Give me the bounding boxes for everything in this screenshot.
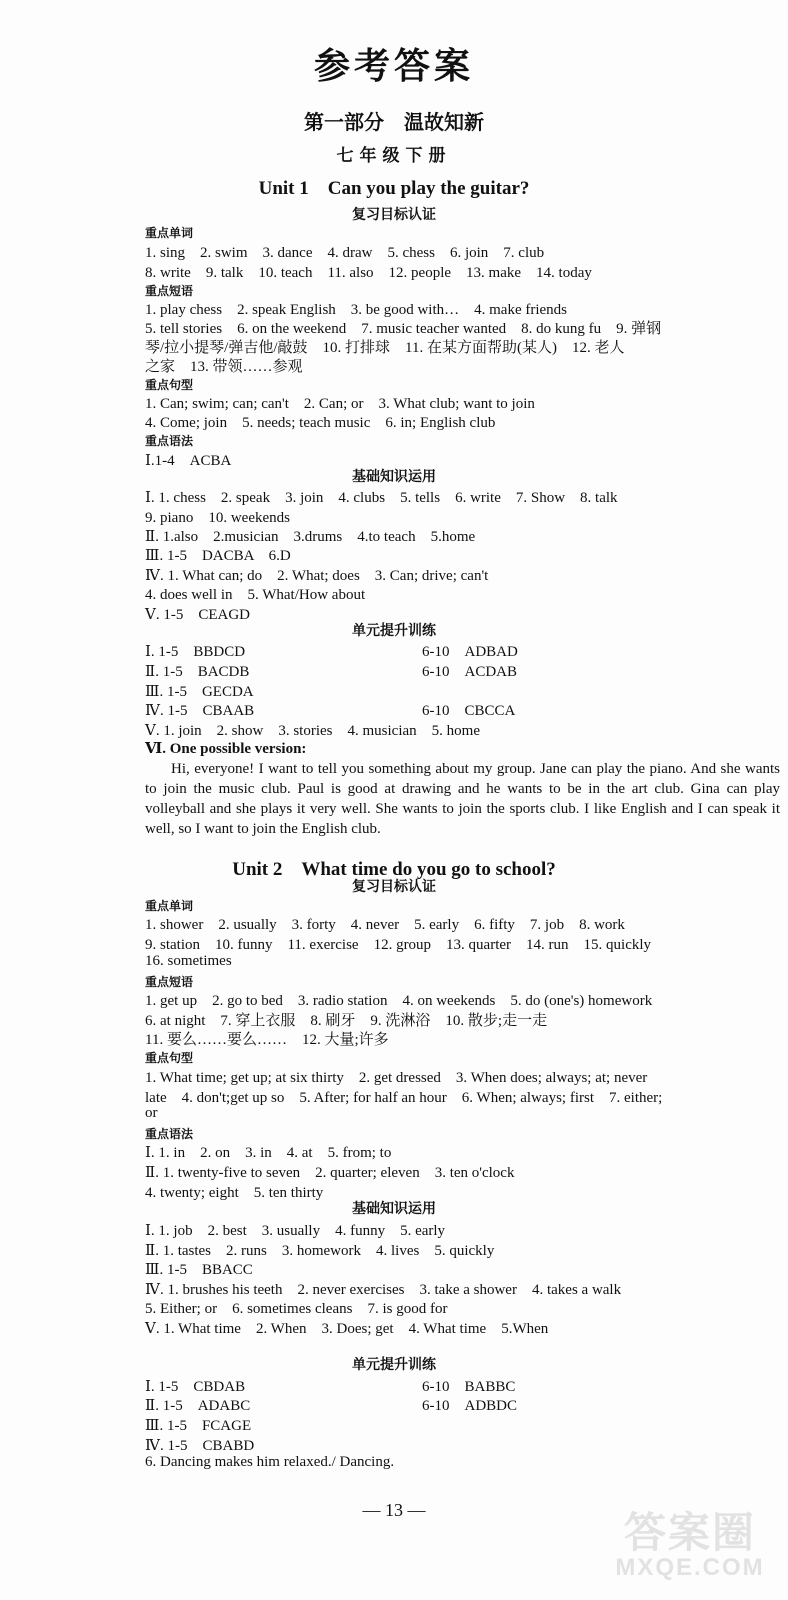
page-number: — 13 — [362,1500,426,1520]
unit1-training-6: Ⅵ. One possible version: [145,741,307,757]
unit1-training-2a: Ⅱ. 1-5 BACDB [145,664,250,680]
unit1-training-3a: Ⅲ. 1-5 GECDA [145,684,254,700]
unit1-key-words-heading: 重点单词 [145,226,194,240]
unit2-sentences-line1: 1. What time; get up; at six thirty 2. get dressed 3. When does; always; at; never [145,1070,648,1086]
unit2-words-line1: 1. shower 2. usually 3. forty 4. never 5. early 6. fifty 7. job 8. work [145,917,625,933]
unit1-basic-line4: Ⅲ. 1-5 DACBA 6.D [145,548,291,564]
unit1-basic-line5: Ⅳ. 1. What can; do 2. What; does 3. Can; drive; can't [145,568,489,584]
unit2-training-heading: 单元提升训练 [352,1357,436,1373]
unit2-basic-heading: 基础知识运用 [352,1201,436,1217]
unit1-key-grammar-heading: 重点语法 [145,434,194,448]
unit1-training-5: Ⅴ. 1. join 2. show 3. stories 4. musician 5. home [145,723,480,739]
unit1-words-line2: 8. write 9. talk 10. teach 11. also 12. people 13. make 14. today [145,265,592,281]
unit1-essay: Hi, everyone! I want to tell you something about my group. Jane can play the piano. And she wants to join the music club. Paul is good at drawing and he wants to be in the art club. Gina can play volleyball and she plays it very well. She wants to join the sports club. I like English and I can speak it well, so I want to join the English club. [145,761,780,837]
unit2-grammar-line3: 4. twenty; eight 5. ten thirty [145,1185,324,1201]
unit1-training-heading: 单元提升训练 [352,623,436,639]
unit2-training-5: 6. Dancing makes him relaxed./ Dancing. [145,1454,395,1470]
unit2-review-heading: 复习目标认证 [352,879,436,895]
unit1-basic-line6: 4. does well in 5. What/How about [145,587,366,603]
unit2-sentences-line3: or [145,1105,158,1121]
unit1-sentences-line2: 4. Come; join 5. needs; teach music 6. in; English club [145,415,496,431]
unit2-basic-line5: 5. Either; or 6. sometimes cleans 7. is good for [145,1301,448,1317]
unit1-basic-heading: 基础知识运用 [352,469,436,485]
unit1-key-phrases-heading: 重点短语 [145,284,194,298]
unit2-words-line2: 9. station 10. funny 11. exercise 12. group 13. quarter 14. run 15. quickly [145,937,652,953]
unit2-key-grammar-heading: 重点语法 [145,1127,194,1141]
unit1-review-heading: 复习目标认证 [352,207,436,223]
unit2-words-line3: 16. sometimes [145,953,232,969]
part-heading: 第一部分 温故知新 [304,110,484,134]
unit1-phrases-line3: 琴/拉小提琴/弹吉他/敲鼓 10. 打排球 11. 在某方面帮助(某人) 12. 老人 [145,340,625,356]
unit2-grammar-line2: Ⅱ. 1. twenty-five to seven 2. quarter; eleven 3. ten o'clock [145,1165,515,1181]
unit1-training-4a: Ⅳ. 1-5 CBAAB [145,703,255,719]
unit1-title: Unit 1 Can you play the guitar? [258,178,530,199]
unit1-phrases-line2: 5. tell stories 6. on the weekend 7. music teacher wanted 8. do kung fu 9. 弹钢 [145,321,662,337]
unit1-phrases-line1: 1. play chess 2. speak English 3. be good with… 4. make friends [145,302,568,318]
unit1-training-1a: Ⅰ. 1-5 BBDCD [145,644,246,660]
unit2-phrases-line3: 11. 要么……要么…… 12. 大量;许多 [145,1032,389,1048]
unit1-grammar-line1: Ⅰ.1-4 ACBA [145,453,232,469]
unit1-basic-line1: Ⅰ. 1. chess 2. speak 3. join 4. clubs 5. tells 6. write 7. Show 8. talk [145,490,618,506]
unit2-training-3a: Ⅲ. 1-5 FCAGE [145,1418,252,1434]
unit2-phrases-line2: 6. at night 7. 穿上衣服 8. 刷牙 9. 洗淋浴 10. 散步;走一走 [145,1013,548,1029]
unit2-key-words-heading: 重点单词 [145,899,194,913]
unit2-basic-line1: Ⅰ. 1. job 2. best 3. usually 4. funny 5. early [145,1223,446,1239]
watermark-logo-top: 答案圈 [623,1508,756,1557]
unit1-sentences-line1: 1. Can; swim; can; can't 2. Can; or 3. What club; want to join [145,396,535,412]
unit1-training-2b: 6-10 ACDAB [422,664,518,680]
unit2-training-1a: Ⅰ. 1-5 CBDAB [145,1379,246,1395]
unit1-basic-line7: Ⅴ. 1-5 CEAGD [145,607,250,623]
unit2-basic-line4: Ⅳ. 1. brushes his teeth 2. never exercises 3. take a shower 4. takes a walk [145,1282,622,1298]
unit2-training-4a: Ⅳ. 1-5 CBABD [145,1438,255,1454]
unit2-basic-line6: Ⅴ. 1. What time 2. When 3. Does; get 4. What time 5.When [145,1321,549,1337]
unit1-basic-line3: Ⅱ. 1.also 2.musician 3.drums 4.to teach 5.home [145,529,476,545]
unit2-basic-line3: Ⅲ. 1-5 BBACC [145,1262,253,1278]
unit2-grammar-line1: Ⅰ. 1. in 2. on 3. in 4. at 5. from; to [145,1145,392,1161]
unit2-basic-line2: Ⅱ. 1. tastes 2. runs 3. homework 4. lives 5. quickly [145,1243,495,1259]
page-title: 参考答案 [313,46,474,87]
unit1-basic-line2: 9. piano 10. weekends [145,510,290,526]
unit2-sentences-line2: late 4. don't;get up so 5. After; for half an hour 6. When; always; first 7. either; [145,1090,663,1106]
unit2-key-phrases-heading: 重点短语 [145,975,194,989]
grade-heading: 七年级下册 [336,146,452,166]
unit2-training-2b: 6-10 ADBDC [422,1398,518,1414]
watermark-logo [600,1500,780,1590]
unit1-words-line1: 1. sing 2. swim 3. dance 4. draw 5. chess 6. join 7. club [145,245,545,261]
unit2-phrases-line1: 1. get up 2. go to bed 3. radio station 4. on weekends 5. do (one's) homework [145,993,653,1009]
unit2-key-sentences-heading: 重点句型 [145,1051,194,1065]
unit1-training-1b: 6-10 ADBAD [422,644,518,660]
unit2-title: Unit 2 What time do you go to school? [232,859,556,880]
watermark-logo-bottom: MXQE.COM [615,1554,765,1581]
unit1-phrases-line4: 之家 13. 带领……参观 [145,359,303,375]
unit2-training-2a: Ⅱ. 1-5 ADABC [145,1398,251,1414]
unit2-training-1b: 6-10 BABBC [422,1379,516,1395]
unit1-key-sentences-heading: 重点句型 [145,378,194,392]
unit1-training-4b: 6-10 CBCCA [422,703,516,719]
